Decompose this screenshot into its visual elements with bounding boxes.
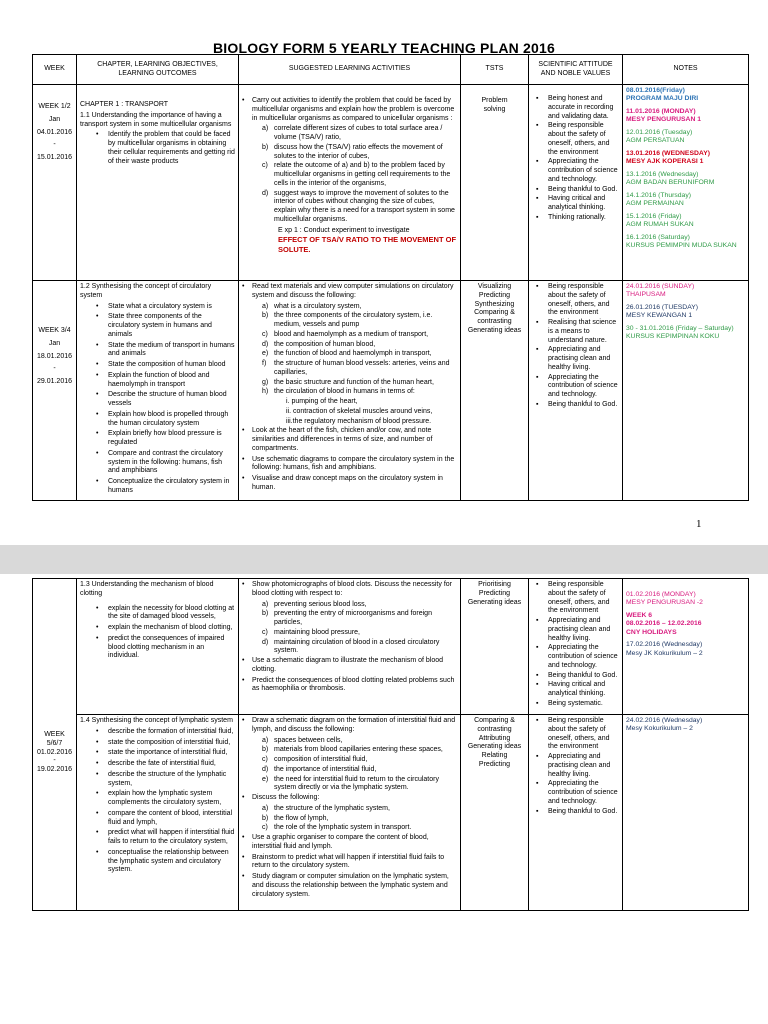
list-item: ▪ Having critical and analytical thinking. — [532, 681, 619, 699]
activity-discuss: • Discuss the following: — [242, 794, 457, 803]
activity-item — [262, 746, 457, 755]
week-text — [36, 87, 73, 163]
text-line: ii. contraction of skeletal muscles around veins, — [286, 407, 433, 415]
item-marker: c) — [262, 330, 268, 338]
note-line: 12.01.2016 (Tuesday) — [626, 128, 693, 136]
activity-bullet: • Predict the consequences of blood clotting related problems such as haemophilia or thrombosis. — [242, 677, 457, 695]
item-marker: b) — [262, 746, 269, 754]
text-line: Relating — [481, 752, 508, 759]
item-marker: b) — [262, 814, 269, 822]
event-note — [626, 717, 745, 734]
activity-list — [242, 737, 457, 794]
item-text: blood and haemolymph as a medium of transport, — [274, 330, 429, 338]
list-item: ▪ Appreciating and practising clean and healthy living. — [532, 617, 619, 643]
item-text: the three components of the circulatory system, i.e. medium, vessels and pump — [274, 312, 433, 328]
activity-item — [262, 125, 457, 143]
note-line: AGM PERMAINAN — [626, 200, 684, 208]
item-marker: a) — [262, 804, 269, 812]
event-note — [626, 641, 745, 658]
text-line: contrasting — [477, 318, 512, 325]
week-cell — [33, 281, 77, 501]
week-cell — [33, 85, 77, 281]
text-line: WEEK 5/6/7 — [44, 731, 65, 747]
activity-list — [242, 125, 457, 224]
item-text: the structure of the lymphatic system, — [274, 804, 390, 812]
note-line: KURSUS PEMIMPIN MUDA SUKAN — [626, 242, 737, 250]
list-item: ▪ Being thankful to God. — [532, 808, 619, 817]
note-line: AGM BADAN BERUNIFORM — [626, 179, 715, 187]
list-item: ▪ Being responsible about the safety of oneself, others, and the environment — [532, 283, 619, 318]
note-line: 17.02.2016 (Wednesday) — [626, 641, 703, 649]
activity-item — [262, 639, 457, 657]
note-line: 13.01.2016 (WEDNESDAY) — [626, 149, 710, 157]
text-line: 18.01.2016 — [36, 352, 73, 360]
activity-item — [262, 629, 457, 638]
tsts-text — [464, 717, 525, 770]
table-row — [33, 579, 749, 715]
week-text — [36, 283, 73, 387]
text-line: Synthesizing — [474, 300, 515, 308]
item-marker: a) — [262, 736, 269, 744]
notes-cell — [623, 85, 749, 281]
teaching-plan-table-1 — [32, 54, 749, 501]
activity-item — [262, 341, 457, 350]
learning-objective: 1.2 Synthesising the concept of circulatory system — [80, 283, 212, 299]
note-line: THAIPUSAM — [626, 291, 666, 299]
text-line: i. pumping of the heart, — [286, 398, 358, 405]
activity-bullet: • Look at the heart of the fish, chicken and/or cow, and note similarities and differences in terms of size, and number of compartments. — [242, 427, 457, 453]
note-line: AGM PERSATUAN — [626, 137, 685, 145]
list-item: • Explain briefly how blood pressure is regulated — [80, 430, 235, 448]
activity-list — [242, 601, 457, 657]
list-item: • state the importance of interstitial fluid, — [80, 749, 235, 758]
note-line: 08.02.2016 – 12.02.2016 — [626, 620, 702, 628]
activity-item — [262, 331, 457, 340]
item-text: suggest ways to improve the movement of solutes to the interior of cubes without changing the size of cubes, explain why there is a need for a transport system in some multicellular organisms. — [274, 189, 455, 223]
activity-item — [262, 776, 457, 794]
activity-item — [262, 144, 457, 162]
text-line: iii.the regulatory mechanism of blood pressure. — [286, 417, 432, 425]
list-item: ▪ Being responsible about the safety of oneself, others, and the environment — [532, 581, 619, 616]
list-item: • State the medium of transport in humans and animals — [80, 342, 235, 360]
event-note — [626, 304, 745, 321]
learning-outcomes — [80, 131, 235, 166]
list-item: • conceptualise the relationship between the lymphatic system and circulatory system. — [80, 849, 235, 875]
text-line: Generating ideas — [467, 598, 522, 606]
text-line: Problem — [481, 97, 508, 104]
activity-item — [262, 162, 457, 188]
item-text: preventing serious blood loss, — [274, 600, 367, 608]
activity-item — [262, 379, 457, 388]
activity-more — [242, 834, 457, 899]
list-item: ▪ Appreciating the contribution of science and technology. — [532, 158, 619, 184]
event-note — [626, 150, 745, 167]
activity-item — [262, 805, 457, 814]
event-note — [626, 591, 745, 608]
page-gap — [0, 545, 768, 574]
list-item: • State three components of the circulatory system in humans and animals — [80, 313, 235, 339]
values-list — [532, 717, 619, 816]
text-line: Attributing — [478, 734, 511, 742]
notes-list — [626, 717, 745, 734]
chapter-cell — [77, 579, 239, 715]
event-note — [626, 283, 745, 300]
activity-intro: • Carry out activities to identify the problem that could be faced by multicellular organisms and explain how the problem is overcome in multicellular organisms as compared to unicellular organisms : — [242, 97, 457, 123]
chapter-title: CHAPTER 1 : TRANSPORT — [80, 101, 169, 108]
activity-bullet: • Use schematic diagrams to compare the circulatory system in the following: humans, fish and amphibians. — [242, 456, 457, 474]
note-line: 14.1.2016 (Thursday) — [626, 191, 691, 199]
text-line: 19.02.2016 — [36, 766, 73, 773]
values-list — [532, 283, 619, 410]
note-line: Mesy Kokurikulum – 2 — [626, 725, 693, 733]
event-note — [626, 108, 745, 125]
note-line: MESY KEWANGAN 1 — [626, 312, 693, 320]
event-note — [626, 213, 745, 230]
list-item: • describe the formation of interstitial fluid, — [80, 728, 235, 737]
values-cell — [529, 579, 623, 715]
activity-bullet: • Visualise and draw concept maps on the circulatory system in human. — [242, 475, 457, 493]
note-line: 13.1.2016 (Wednesday) — [626, 170, 699, 178]
activity-more — [242, 657, 457, 694]
event-note — [626, 325, 745, 342]
event-note — [626, 129, 745, 146]
header-chapter: CHAPTER, LEARNING OBJECTIVES, LEARNING OUTCOMES — [77, 55, 239, 85]
list-item: ▪ Being thankful to God. — [532, 401, 619, 410]
item-marker: e) — [262, 775, 269, 783]
list-item: ▪ Appreciating the contribution of science and technology. — [532, 644, 619, 670]
item-text: maintaining circulation of blood in a closed circulatory system. — [274, 638, 440, 655]
learning-outcomes — [80, 605, 235, 662]
list-item: ▪ Being responsible about the safety of oneself, others, and the environment — [532, 717, 619, 752]
item-marker: a) — [262, 302, 269, 310]
activity-item — [262, 756, 457, 765]
activity-item — [262, 190, 457, 225]
list-item: ▪ Being thankful to God. — [532, 186, 619, 195]
header-week: WEEK — [33, 55, 77, 85]
item-text: the circulation of blood in humans in terms of: — [274, 388, 415, 396]
text-line: 04.01.2016 — [36, 128, 73, 136]
item-marker: d) — [262, 638, 269, 646]
list-item: • compare the content of blood, interstitial fluid and lymph, — [80, 810, 235, 828]
table-row — [33, 281, 749, 501]
event-note — [626, 192, 745, 209]
item-marker: h) — [262, 388, 269, 396]
text-line: contrasting — [477, 725, 512, 733]
note-line: KURSUS KEPIMPINAN KOKU — [626, 333, 720, 341]
text-line: Prioritising — [478, 581, 511, 588]
item-marker: c) — [262, 756, 268, 763]
note-line: PROGRAM MAJU DIRI — [626, 95, 699, 103]
item-text: correlate different sizes of cubes to total surface area / volume (TSA/V) ratio, — [274, 125, 443, 141]
note-line: MESY AJK KOPERASI 1 — [626, 158, 704, 166]
list-item: • describe the structure of the lymphatic system, — [80, 771, 235, 789]
header-tsts: TSTS — [461, 55, 529, 85]
item-text: the importance of interstitial fluid, — [274, 765, 377, 773]
list-item: • Explain the function of blood and haemolymph in transport — [80, 372, 235, 390]
activity-bullet: • Use a schematic diagram to illustrate the mechanism of blood clotting. — [242, 657, 457, 675]
learning-objective: 1.3 Understanding the mechanism of blood clotting — [80, 581, 214, 597]
list-item: • Compare and contrast the circulatory system in the following: humans, fish and amphibians — [80, 450, 235, 476]
learning-outcomes — [80, 728, 235, 875]
event-note — [626, 234, 745, 251]
text-line: - — [53, 757, 56, 765]
notes-list — [626, 581, 745, 658]
activities-cell — [239, 579, 461, 715]
note-line: AGM RUMAH SUKAN — [626, 221, 694, 229]
note-line: MESY PENGURUSAN 1 — [626, 116, 702, 124]
notes-cell — [623, 715, 749, 911]
activity-intro: • Draw a schematic diagram on the formation of interstitial fluid and lymph, and discuss the following: — [242, 717, 457, 735]
note-line: 08.01.2016(Friday) — [626, 87, 685, 94]
activity-item — [262, 360, 457, 378]
tsts-cell — [461, 715, 529, 911]
teaching-plan-table-2 — [32, 578, 749, 911]
week-text — [36, 581, 73, 775]
item-marker: d) — [262, 765, 269, 773]
activity-sublist — [242, 398, 457, 426]
note-line: 24.02.2016 (Wednesday) — [626, 717, 703, 724]
list-item: • describe the fate of interstitial fluid, — [80, 760, 235, 769]
item-marker: e) — [262, 350, 269, 358]
header-activities: SUGGESTED LEARNING ACTIVITIES — [239, 55, 461, 85]
note-line: MESY PENGURUSAN -2 — [626, 599, 703, 607]
header-values: SCIENTIFIC ATTITUDE AND NOBLE VALUES — [529, 55, 623, 85]
week-cell — [33, 579, 77, 911]
activity-bullet: • Brainstorm to predict what will happen if interstitial fluid fails to return to the circulatory system. — [242, 854, 457, 872]
item-marker: c) — [262, 162, 268, 170]
activity-list-2 — [242, 805, 457, 833]
item-text: preventing the entry of microorganisms and foreign particles, — [274, 610, 432, 626]
page-title: BIOLOGY FORM 5 YEARLY TEACHING PLAN 2016 — [212, 40, 555, 56]
note-line: 11.01.2016 (MONDAY) — [626, 107, 696, 115]
note-line: 16.1.2016 (Saturday) — [626, 233, 690, 241]
notes-list — [626, 283, 745, 342]
text-line: Jan — [48, 115, 61, 123]
activity-bullet: • Use a graphic organiser to compare the content of blood, interstitial fluid and lymph. — [242, 834, 457, 852]
list-item: ▪ Being honest and accurate in recording and validating data. — [532, 95, 619, 121]
values-list — [532, 581, 619, 709]
item-text: the role of the lymphatic system in transport. — [274, 824, 412, 832]
note-line: 24.01.2016 (SUNDAY) — [626, 283, 695, 290]
text-line: 01.02.2016 — [36, 748, 73, 756]
note-line: 26.01.2016 (TUESDAY) — [626, 303, 699, 311]
activity-item — [262, 350, 457, 359]
chapter-cell — [77, 281, 239, 501]
activity-item — [262, 824, 457, 833]
learning-outcomes — [80, 303, 235, 496]
event-note — [626, 87, 745, 104]
activity-item — [262, 312, 457, 330]
list-item: • explain the necessity for blood clotting at the site of damaged blood vessels, — [80, 605, 235, 623]
item-text: maintaining blood pressure, — [274, 628, 360, 636]
list-item: • Describe the structure of human blood vessels — [80, 391, 235, 409]
item-marker: c) — [262, 824, 268, 832]
item-text: spaces between cells, — [274, 736, 343, 744]
list-item: ▪ Being responsible about the safety of oneself, others, and the environment — [532, 122, 619, 157]
list-item: • Conceptualize the circulatory system in humans — [80, 478, 235, 496]
list-item: • explain the mechanism of blood clotting, — [80, 624, 235, 633]
table-row — [33, 85, 749, 281]
tsts-text — [464, 87, 525, 115]
activity-item — [262, 815, 457, 824]
item-marker: c) — [262, 628, 268, 636]
notes-list — [626, 87, 745, 251]
item-marker: a) — [262, 600, 269, 608]
tsts-text — [464, 581, 525, 607]
values-cell — [529, 85, 623, 281]
activity-item — [262, 766, 457, 775]
activity-list — [242, 303, 457, 398]
text-line: Generating ideas — [467, 326, 522, 334]
header-notes: NOTES — [623, 55, 749, 85]
activities-cell — [239, 281, 461, 501]
list-item: ▪ Realising that science is a means to understand nature. — [532, 319, 619, 345]
event-note — [626, 171, 745, 188]
activity-item — [262, 601, 457, 610]
list-item: • Identify the problem that could be faced by multicellular organisms in obtaining their cellular requirements and getting rid of their waste products — [80, 131, 235, 166]
note-line: 30 - 31.01.2016 (Friday – Saturday) — [626, 324, 734, 332]
list-item: • Explain how blood is propelled through the human circulatory system — [80, 411, 235, 429]
tsts-cell — [461, 85, 529, 281]
item-marker: g) — [262, 378, 269, 386]
item-text: the structure of human blood vessels: arteries, veins and capillaries, — [274, 360, 450, 376]
item-text: the function of blood and haemolymph in transport, — [274, 350, 432, 358]
item-text: the composition of human blood, — [274, 340, 376, 348]
tsts-text — [464, 283, 525, 336]
activity-item — [262, 303, 457, 312]
list-item: ▪ Thinking rationally. — [532, 214, 619, 223]
notes-cell — [623, 579, 749, 715]
activities-cell — [239, 85, 461, 281]
list-item: • State the composition of human blood — [80, 361, 235, 370]
text-line: 15.01.2016 — [36, 154, 73, 161]
text-line: Comparing & — [474, 717, 515, 724]
notes-cell — [623, 281, 749, 501]
note-line: Mesy JK Kokurikulum – 2 — [626, 649, 703, 657]
list-item: ▪ Appreciating the contribution of science and technology. — [532, 374, 619, 400]
text-line: Jan — [48, 339, 61, 347]
list-item: ▪ Appreciating and practising clean and healthy living. — [532, 346, 619, 372]
tsts-cell — [461, 579, 529, 715]
activity-intro: • Show photomicrographs of blood clots. Discuss the necessity for blood clotting with respect to: — [242, 581, 457, 599]
item-marker: b) — [262, 610, 269, 618]
text-line: Comparing & — [474, 309, 515, 317]
text-line: Predicting — [478, 291, 511, 299]
note-line: 15.1.2016 (Friday) — [626, 212, 682, 220]
text-line: 29.01.2016 — [36, 378, 73, 385]
text-line: solving — [483, 105, 506, 113]
item-marker: f) — [262, 360, 267, 367]
text-line: Visualizing — [477, 283, 512, 290]
item-text: discuss how the (TSA/V) ratio effects the movement of solutes to the interior of cubes, — [274, 143, 443, 160]
text-line: Generating ideas — [467, 743, 522, 751]
item-text: the flow of lymph, — [274, 814, 329, 822]
note-line: CNY HOLIDAYS — [626, 628, 677, 636]
experiment-title: EFFECT OF TSA/V RATIO TO THE MOVEMENT OF SOLUTE. — [278, 235, 457, 254]
list-item: ▪ Appreciating and practising clean and healthy living. — [532, 753, 619, 779]
values-list — [532, 87, 619, 223]
activity-item — [262, 388, 457, 397]
item-text: materials from blood capillaries entering these spaces, — [274, 746, 443, 754]
list-item: • predict what will happen if interstitial fluid fails to return to the circulatory system, — [80, 829, 235, 847]
document-page-2 — [0, 574, 768, 1024]
experiment-label: E xp 1 : Conduct experiment to investigate — [278, 226, 410, 234]
list-item: ▪ Appreciating the contribution of science and technology. — [532, 780, 619, 806]
item-text: the need for interstitial fluid to return to the circulatory system directly or via the lymphatic system. — [274, 775, 439, 792]
item-marker: a) — [262, 125, 269, 133]
learning-objective: 1.4 Synthesising the concept of lymphatic system — [80, 717, 233, 724]
table-row — [33, 715, 749, 911]
activity-item — [262, 610, 457, 628]
list-item: • predict the consequences of impaired blood clotting mechanism in an individual. — [80, 635, 235, 661]
item-marker: d) — [262, 189, 269, 197]
text-line: Predicting — [478, 760, 511, 768]
list-item: • explain how the lymphatic system complements the circulatory system, — [80, 790, 235, 808]
activities-cell — [239, 715, 461, 911]
learning-objective: 1.1 Understanding the importance of having a transport system in some multicellular organisms — [80, 111, 232, 128]
activity-intro: • Read text materials and view computer simulations on circulatory system and discuss the following: — [242, 283, 457, 301]
item-text: composition of interstitial fluid, — [274, 756, 368, 763]
text-line: Predicting — [478, 589, 511, 597]
list-item: • State what a circulatory system is — [80, 303, 235, 312]
values-cell — [529, 715, 623, 911]
page-number: 1 — [696, 518, 702, 530]
list-item: ▪ Being thankful to God. — [532, 672, 619, 681]
list-item: ▪ Having critical and analytical thinking. — [532, 195, 619, 213]
values-cell — [529, 281, 623, 501]
note-line: WEEK 6 — [626, 611, 653, 619]
item-marker: d) — [262, 340, 269, 348]
list-item: ▪ Being systematic. — [532, 700, 619, 709]
item-marker: b) — [262, 312, 269, 320]
text-line: WEEK 1/2 — [38, 103, 71, 110]
chapter-cell — [77, 715, 239, 911]
text-line: - — [53, 141, 56, 149]
text-line: - — [53, 365, 56, 373]
list-item: • state the composition of interstitial fluid, — [80, 739, 235, 748]
item-text: relate the outcome of a) and b) to the problem faced by multicellular organisms in getting cell requirements to the cells in the interior of the organisms, — [274, 162, 451, 187]
activity-bullet: • Study diagram or computer simulation on the lymphatic system, and discuss the relationship between the lymphatic system and circulatory system. — [242, 873, 457, 899]
text-line: WEEK 3/4 — [38, 327, 71, 334]
note-line: 01.02.2016 (MONDAY) — [626, 591, 696, 598]
activity-item — [262, 737, 457, 746]
item-text: the basic structure and function of the human heart, — [274, 378, 434, 386]
activity-more — [242, 427, 457, 492]
tsts-cell — [461, 281, 529, 501]
event-note — [626, 612, 745, 637]
item-text: what is a circulatory system, — [274, 302, 362, 310]
item-marker: b) — [262, 143, 269, 151]
chapter-cell — [77, 85, 239, 281]
